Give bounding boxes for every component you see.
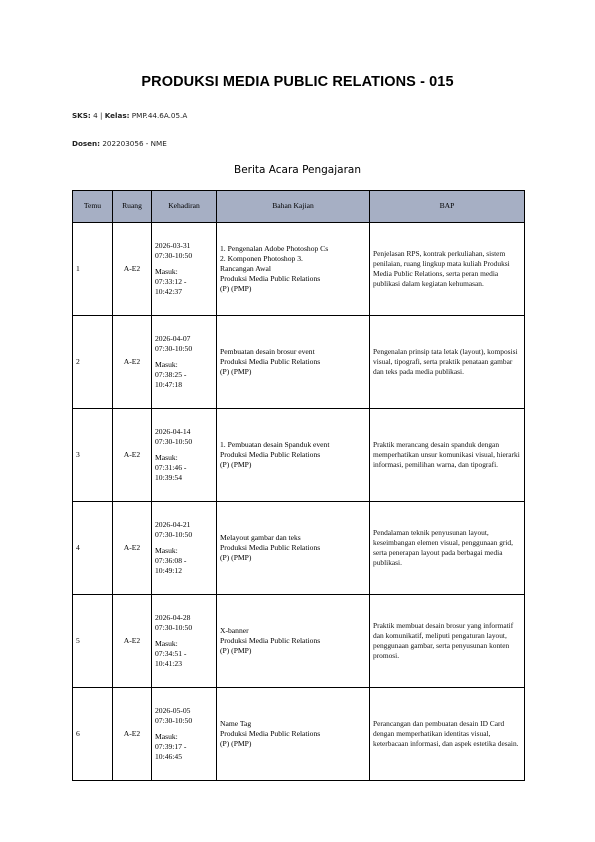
check-in-time: Masuk: 07:31:46 - 10:39:54: [155, 452, 187, 483]
cell-bap: Perancangan dan pembuatan desain ID Card dengan memperhatikan identitas visual, keterbacaan informasi, dan aspek estetika desain.: [370, 688, 525, 781]
session-time: 07:30-10:50: [155, 343, 193, 353]
session-date: 2026-04-07: [155, 333, 191, 343]
cell-ruang: A-E2: [113, 409, 152, 502]
table-row: [73, 595, 525, 688]
cell-bap: Penjelasan RPS, kontrak perkuliahan, sistem penilaian, ruang lingkup mata kuliah Produksi Media Public Relations, serta peran media publikasi dalam kegiatan kehumasan.: [370, 223, 525, 316]
session-time: 07:30-10:50: [155, 250, 193, 260]
section-subtitle: Berita Acara Pengajaran: [233, 164, 361, 176]
cell-temu: 4: [73, 502, 113, 595]
dosen-label: Dosen:: [72, 139, 101, 148]
session-date: 2026-05-05: [155, 705, 191, 715]
header-ruang: Ruang: [113, 191, 152, 223]
check-in-time: Masuk: 07:38:25 - 10:47:18: [155, 359, 187, 390]
session-date: 2026-04-21: [155, 519, 191, 529]
header-temu: Temu: [73, 191, 113, 223]
cell-temu: 6: [73, 688, 113, 781]
cell-bahan-kajian: 1. Pembuatan desain Spanduk event Produksi Media Public Relations (P) (PMP): [217, 409, 370, 502]
dosen-value: 202203056 - NME: [102, 139, 167, 148]
table-row: [73, 688, 525, 781]
cell-bahan-kajian: Melayout gambar dan teks Produksi Media Public Relations (P) (PMP): [217, 502, 370, 595]
cell-temu: 5: [73, 595, 113, 688]
cell-temu: 2: [73, 316, 113, 409]
check-in-time: Masuk: 07:39:17 - 10:46:45: [155, 731, 187, 762]
session-time: 07:30-10:50: [155, 715, 193, 725]
cell-ruang: A-E2: [113, 502, 152, 595]
sks-value: 4: [93, 111, 98, 120]
session-date: 2026-04-14: [155, 426, 191, 436]
cell-kehadiran: [152, 316, 217, 409]
cell-ruang: A-E2: [113, 316, 152, 409]
sks-label: SKS:: [72, 111, 91, 120]
check-in-time: Masuk: 07:34:51 - 10:41:23: [155, 638, 187, 669]
cell-kehadiran: [152, 223, 217, 316]
kelas-label: Kelas:: [104, 111, 130, 120]
cell-temu: 1: [73, 223, 113, 316]
table-row: [73, 502, 525, 595]
cell-kehadiran: [152, 688, 217, 781]
session-date: 2026-03-31: [155, 240, 191, 250]
header-bap: BAP: [370, 191, 525, 223]
session-time: 07:30-10:50: [155, 529, 193, 539]
cell-kehadiran: [152, 595, 217, 688]
session-time: 07:30-10:50: [155, 436, 193, 446]
teaching-record-table: [72, 190, 525, 781]
meta-separator: |: [99, 111, 103, 120]
cell-bap: Pendalaman teknik penyusunan layout, keseimbangan elemen visual, penggunaan grid, serta penerapan layout pada berbagai media publikasi.: [370, 502, 525, 595]
cell-ruang: A-E2: [113, 223, 152, 316]
table-header-row: [73, 191, 525, 223]
session-date: 2026-04-28: [155, 612, 191, 622]
course-meta-line: [72, 111, 187, 120]
cell-kehadiran: [152, 409, 217, 502]
cell-ruang: A-E2: [113, 595, 152, 688]
cell-bap: Praktik membuat desain brosur yang informatif dan komunikatif, meliputi pengaturan layout, penggunaan gambar, serta penyusunan konten promosi.: [370, 595, 525, 688]
cell-temu: 3: [73, 409, 113, 502]
cell-bahan-kajian: Pembuatan desain brosur event Produksi Media Public Relations (P) (PMP): [217, 316, 370, 409]
cell-bahan-kajian: 1. Pengenalan Adobe Photoshop Cs 2. Komponen Photoshop 3. Rancangan Awal Produksi Media Public Relations (P) (PMP): [217, 223, 370, 316]
header-kehadiran: Kehadiran: [152, 191, 217, 223]
session-time: 07:30-10:50: [155, 622, 193, 632]
table-row: [73, 409, 525, 502]
check-in-time: Masuk: 07:33:12 - 10:42:37: [155, 266, 187, 297]
cell-ruang: A-E2: [113, 688, 152, 781]
cell-bahan-kajian: Name Tag Produksi Media Public Relations (P) (PMP): [217, 688, 370, 781]
check-in-time: Masuk: 07:36:08 - 10:49:12: [155, 545, 187, 576]
cell-bahan-kajian: X-banner Produksi Media Public Relations (P) (PMP): [217, 595, 370, 688]
page-title: PRODUKSI MEDIA PUBLIC RELATIONS - 015: [141, 74, 454, 90]
kelas-value: PMP.44.6A.05.A: [131, 111, 188, 120]
table-row: [73, 316, 525, 409]
lecturer-meta-line: [72, 139, 167, 148]
cell-kehadiran: [152, 502, 217, 595]
cell-bap: Pengenalan prinsip tata letak (layout), komposisi visual, tipografi, serta praktik penataan gambar dan teks pada media publikasi.: [370, 316, 525, 409]
cell-bap: Praktik merancang desain spanduk dengan memperhatikan unsur komunikasi visual, hierarki informasi, pemilihan warna, dan tipografi.: [370, 409, 525, 502]
header-bahan-kajian: Bahan Kajian: [217, 191, 370, 223]
table-row: [73, 223, 525, 316]
